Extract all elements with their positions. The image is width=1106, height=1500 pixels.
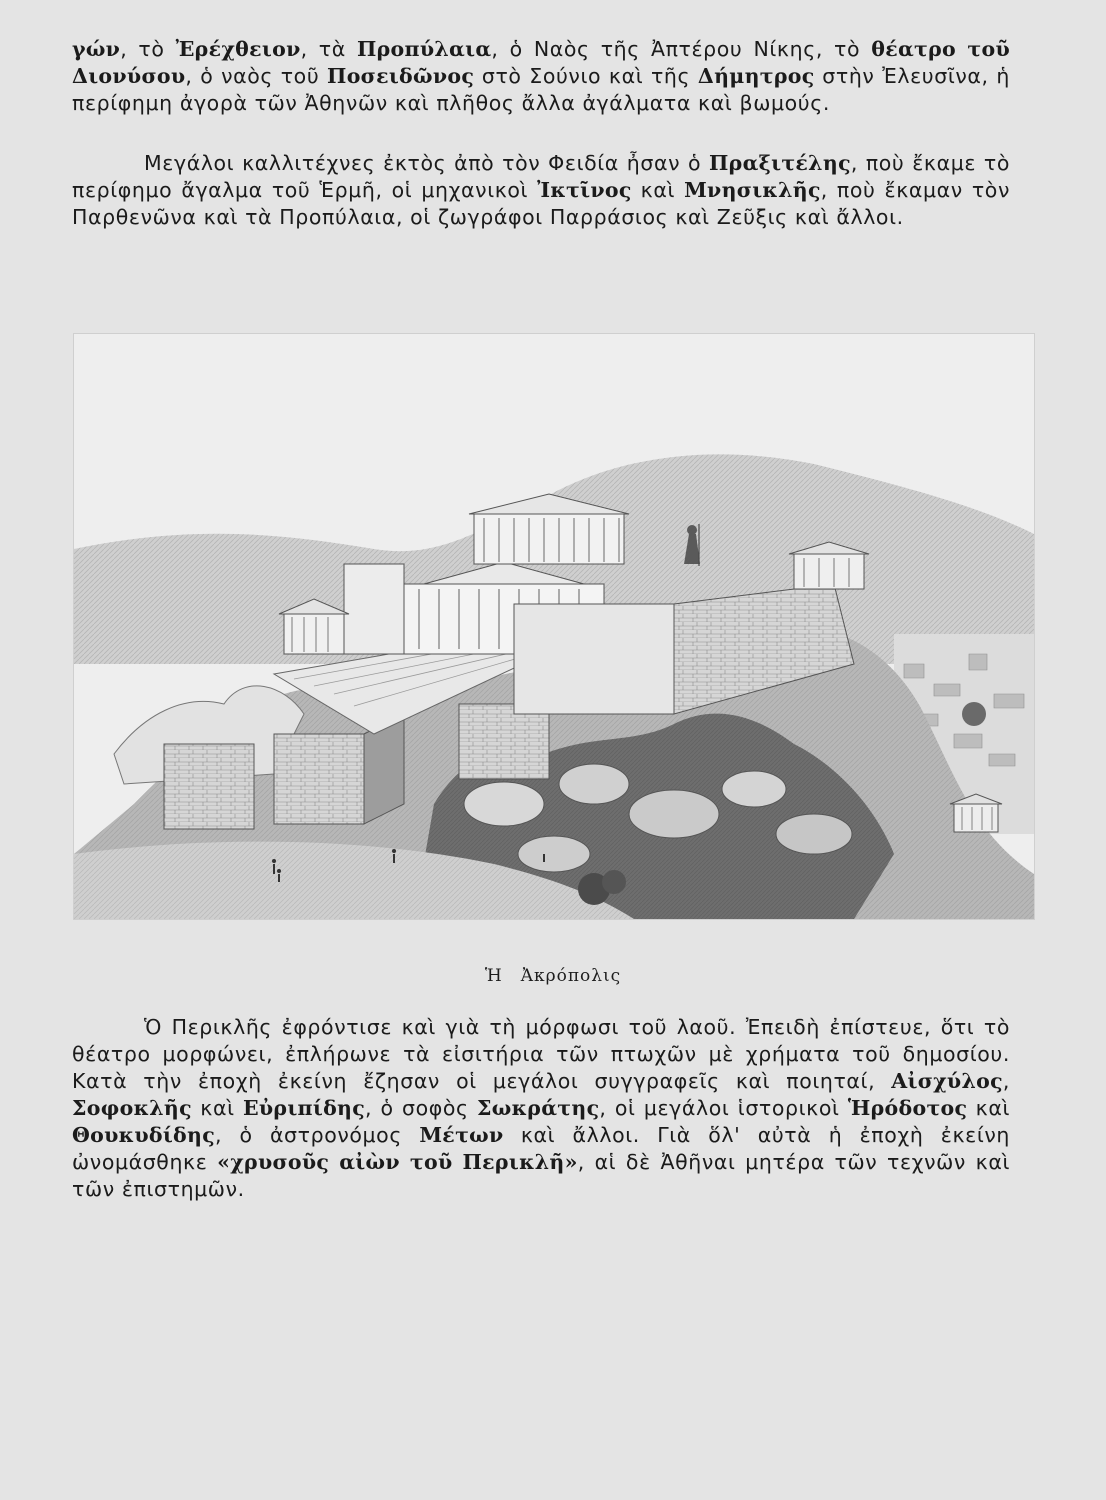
text-run: στὴν Ἐλευσῖνα, ἡ περίφημη ἀγορὰ τῶν Ἀθηνῶν καὶ πλῆθος ἄλλα ἀγάλματα καὶ βωμούς. xyxy=(72,64,1010,115)
bold-name: Εὐριπίδης xyxy=(242,1096,366,1120)
bold-name: Ἡρόδοτος xyxy=(847,1096,968,1120)
text-run: , ὁ σοφὸς xyxy=(365,1096,477,1120)
bold-name: «χρυσοῦς αἰὼν τοῦ Περικλῆ» xyxy=(217,1150,578,1174)
text-run: Μεγάλοι καλλιτέχνες ἐκτὸς ἀπὸ τὸν Φειδία ἦσαν ὁ xyxy=(144,151,709,175)
bold-name: Ἐρέχθειον xyxy=(175,37,301,61)
acropolis-engraving xyxy=(73,333,1035,920)
bold-name: Αἰσχύλος xyxy=(891,1069,1003,1093)
caption-title: Ἀκρόπολις xyxy=(520,966,622,986)
text-run: , οἱ μεγάλοι ἱστορικοὶ xyxy=(599,1096,848,1120)
text-run: , αἱ δὲ Ἀθῆναι μητέρα τῶν τεχνῶν καὶ τῶν ἐπιστημῶν. xyxy=(72,1150,1010,1201)
text-run: καὶ xyxy=(191,1096,243,1120)
bold-name: Πραξιτέλης xyxy=(709,151,851,175)
bold-name: Σοφοκλῆς xyxy=(72,1096,192,1120)
bold-name: Ἰκτῖνος xyxy=(537,178,632,202)
text-run: καὶ xyxy=(967,1096,1010,1120)
text-run: , ποὺ ἔκαμε τὸ περίφημο ἄγαλμα τοῦ Ἑρμῆ, οἱ μηχανικοὶ xyxy=(72,151,1010,202)
bold-name: Μνησικλῆς xyxy=(684,178,821,202)
paragraph-artists xyxy=(72,150,1010,231)
bold-name: θέατρο τοῦ Διονύσου xyxy=(72,37,1011,88)
figure-caption xyxy=(0,966,1106,986)
text-run: καὶ ἄλλοι. Γιὰ ὅλ' αὐτὰ ἡ ἐποχὴ ἐκείνη ὠνομάσθηκε xyxy=(72,1123,1010,1174)
text-run: , ὁ ναὸς τοῦ xyxy=(185,64,328,88)
text-run: , ποὺ ἔκαμαν τὸν Παρθενῶνα καὶ τὰ Προπύλαια, οἱ ζωγράφοι Παρράσιος καὶ Ζεῦξις καὶ ἄλλοι. xyxy=(72,178,1010,229)
paragraph-pericles xyxy=(72,1014,1010,1203)
text-run: , xyxy=(1002,1069,1010,1093)
text-run: , ὁ Ναὸς τῆς Ἀπτέρου Νίκης, τὸ xyxy=(491,37,872,61)
bold-name: Δήμητρος xyxy=(697,64,815,88)
bold-name: Προπύλαια xyxy=(356,37,492,61)
text-run: , τὰ xyxy=(300,37,357,61)
bold-name: Ποσειδῶνος xyxy=(327,64,475,88)
bold-name: Σωκράτης xyxy=(476,1096,600,1120)
bold-name: Μέτων xyxy=(419,1123,504,1147)
caption-article: Ἡ xyxy=(484,966,503,986)
text-run: στὸ Σούνιο καὶ τῆς xyxy=(474,64,698,88)
text-run: καὶ xyxy=(631,178,685,202)
text-run: Ὁ Περικλῆς ἐφρόντισε καὶ γιὰ τὴ μόρφωσι τοῦ λαοῦ. Ἐπειδὴ ἐπίστευε, ὅτι τὸ θέατρο μορφώνει, ἐπλήρωνε τὰ εἰσιτήρια τῶν πτωχῶν μὲ χρήματα τοῦ δημοσίου. Κατὰ τὴν ἐποχὴ ἐκείνη ἔζησαν οἱ μεγάλοι συγγραφεῖς καὶ ποιηταί, xyxy=(72,1015,1010,1093)
text-run: , τὸ xyxy=(120,37,176,61)
bold-name: Θουκυδίδης xyxy=(72,1123,215,1147)
paragraph-monuments xyxy=(72,36,1010,117)
bold-name: γών xyxy=(72,37,121,61)
text-run: , ὁ ἀστρονόμος xyxy=(215,1123,420,1147)
